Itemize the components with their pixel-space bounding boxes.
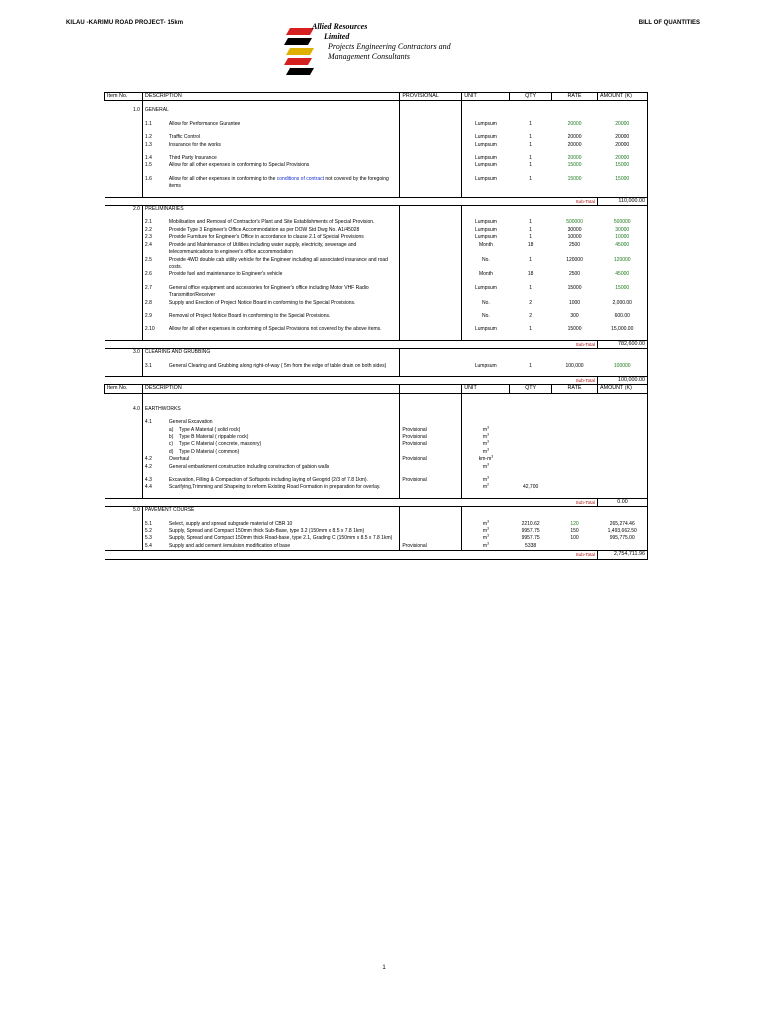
table-row: c) Type C Material ( concrete, masonry) Provisional $m^3$ <box>105 441 648 448</box>
col-rate-header: RATE <box>552 93 598 101</box>
section-row: 3.0 CLEARING AND GRUBBING <box>105 349 648 357</box>
subtotal-row: Sub-Total 2,754,711.96 <box>105 551 648 559</box>
company-name: Allied Resources <box>312 22 368 31</box>
section-number: 1.0 <box>132 107 140 114</box>
table-row: 2.6 Provide fuel and maintenance to Engineer's vehicle Month 18 2500 45000 <box>105 271 648 278</box>
col-item-header: Item No. <box>105 93 143 101</box>
section-title: CLEARING AND GRUBBING <box>142 349 399 357</box>
table-row: 2.9 Removal of Project Notice Board in conforming to the Special Provisions. No. 2 300 600.00 <box>105 313 648 320</box>
table-row: 2.10 Allow for all other expenses in conforming of Special Provisions not covered by the above items. Lumpsum 1 15000 15,000.00 <box>105 326 648 333</box>
table-row: d) Type D Material ( common) $m^3$ <box>105 449 648 456</box>
table-row: 1.2 Traffic Control Lumpsum 1 20000 20000 <box>105 134 648 141</box>
table-row: 4.1 General Excavation <box>105 419 648 426</box>
table-row: 4.2 Overhaul Provisional $km-m^3$ <box>105 456 648 463</box>
subtotal-row: Sub-Total 0.00 <box>105 498 648 506</box>
subtotal-label: Sub-Total <box>552 197 598 205</box>
table-row: 4.4 Scarifying,Trimming and Shapeing to reform Existing Road Formation in preparation for overlay. $m^2$ 42,700 <box>105 484 648 491</box>
bill-of-quantities-table <box>104 92 648 560</box>
table-row: 2.8 Supply and Erection of Project Notice Board in conforming to the Special Provisions. No. 2 1000 2,000.00 <box>105 300 648 307</box>
table-row: 4.2 General embankment construction including construction of gabion walls $m^3$ <box>105 464 648 471</box>
company-tagline-1: Projects Engineering Contractors and <box>328 42 451 51</box>
logo-stripes-icon <box>284 28 314 78</box>
table-row: 2.7 General office equipment and accessories for Engineer's office including Motor VHF Radio Transmittor/Receiver Lumpsum 1 15000 15000 <box>105 285 648 300</box>
section-row: 2.0 PRELIMINARIES <box>105 206 648 214</box>
table-row: 2.1 Mobilisation and Removal of Contractor's Plant and Site Establishments of Special Provision. Lumpsum 1 500000 500000 <box>105 219 648 226</box>
section-title: EARTHWORKS <box>142 406 399 413</box>
section-row: 4.0 EARTHWORKS <box>105 406 648 413</box>
page-number: 1 <box>382 965 386 971</box>
col-qty-header: QTY <box>510 93 552 101</box>
company-tagline-2: Management Consultants <box>328 52 410 61</box>
item-description: 1.1 Allow for Performance Gurantee <box>142 121 399 128</box>
table-row: a) Type A Material ( solid rock) Provisional $m^3$ <box>105 427 648 434</box>
table-header-row <box>105 93 648 101</box>
table-row: 2.5 Provide 4WD double cab utility vehicle for the Engineer including all associated insurance and road costs. No. 1 120000 120000 <box>105 257 648 272</box>
table-row: 3.1 General Clearing and Grubbing along right-of-way ( 5m from the edge of table drain on both sides) Lumpsum 1 100,000 100000 <box>105 363 648 370</box>
subtotal-row: Sub-Total 100,000.00 <box>105 376 648 384</box>
conditions-of-contract-link[interactable]: conditions of contract <box>276 175 325 182</box>
subtotal-amount: 110,000.00 <box>597 197 647 205</box>
table-row: 2.4 Provide and Maintenance of Utilities including water supply, electricity, sewerage and telecommunications to engineer's office accommodation Month 18 2500 45000 <box>105 242 648 257</box>
section-title: GENERAL <box>142 107 399 114</box>
company-name-2: Limited <box>324 32 350 41</box>
section-title: PAVEMENT COURSE <box>142 507 399 515</box>
table-row: b) Type B Material ( rippable rock) Provisional $m^3$ <box>105 434 648 441</box>
table-row: 5.2 Supply, Spread and Compact 150mm thick Sub-Base, type 3.2 (150mm x 8.5 x 7.8 1km) $m^3$ 9957.75 150 1,493,662.50 <box>105 528 648 535</box>
table-row: 1.6 Allow for all other expenses in conforming to the conditions of contract not covered by the foregoing items Lumpsum 1 15000 15000 <box>105 176 648 191</box>
table-row: 1.4 Third Party Insurance Lumpsum 1 20000 20000 <box>105 155 648 162</box>
table-row: 2.3 Provide Furniture for Engineer's Office in accordance to clause 2.1 of Special Provisions Lumpsum 1 10000 10000 <box>105 234 648 241</box>
section-row: 5.0 PAVEMENT COURSE <box>105 507 648 515</box>
col-description-header: DESCRIPTION <box>142 93 399 101</box>
table-row: 1.1 Allow for Performance Gurantee Lumpsum 1 20000 20000 <box>105 121 648 128</box>
table-row: 1.5 Allow for all other expenses in conforming to Special Provisions Lumpsum 1 15000 15000 <box>105 162 648 169</box>
table-row: 1.3 Insurance for the works Lumpsum 1 20000 20000 <box>105 142 648 149</box>
subtotal-row <box>105 197 648 205</box>
subtotal-row: Sub-Total 782,600.00 <box>105 340 648 348</box>
table-row: 5.4 Supply and add cement /emulsion modification of base Provisional $m^3$ 5338 <box>105 543 648 551</box>
section-row <box>105 107 648 114</box>
col-unit-header: UNIT <box>462 93 510 101</box>
document-title: BILL OF QUANTITIES <box>638 20 700 26</box>
table-row: 4.3 Excavation, Filling & Compaction of Softspots including laying of Geogrid (2/3 of 7.8 1km). Provisional $m^3$ <box>105 477 648 484</box>
project-title: KILAU -KARIMU ROAD PROJECT- 15km <box>66 20 184 26</box>
company-logo <box>284 22 494 92</box>
table-row: 2.2 Provide Type 3 Engineer's Office Accommodation as per DOW Std Dwg No. A1/45028 Lumpsum 1 30000 30000 <box>105 227 648 234</box>
table-header-row: Item No. DESCRIPTION UNIT QTY RATE AMOUNT (K) <box>105 385 648 393</box>
col-provisional-header: PROVISIONAL <box>400 93 462 101</box>
table-row: 5.1 Select, supply and spread subgrade material of CBR 10 $m^3$ 2210.62 120 265,274.46 <box>105 521 648 528</box>
section-title: PRELIMINARIES <box>142 206 399 214</box>
table-row: 5.3 Supply, Spread and Compact 150mm thick Road-base, type 2.1, Grading C (150mm x 8.5 x 7.8 1km) $m^3$ 9957.75 100 995,775.00 <box>105 535 648 542</box>
col-amount-header: AMOUNT (K) <box>597 93 647 101</box>
